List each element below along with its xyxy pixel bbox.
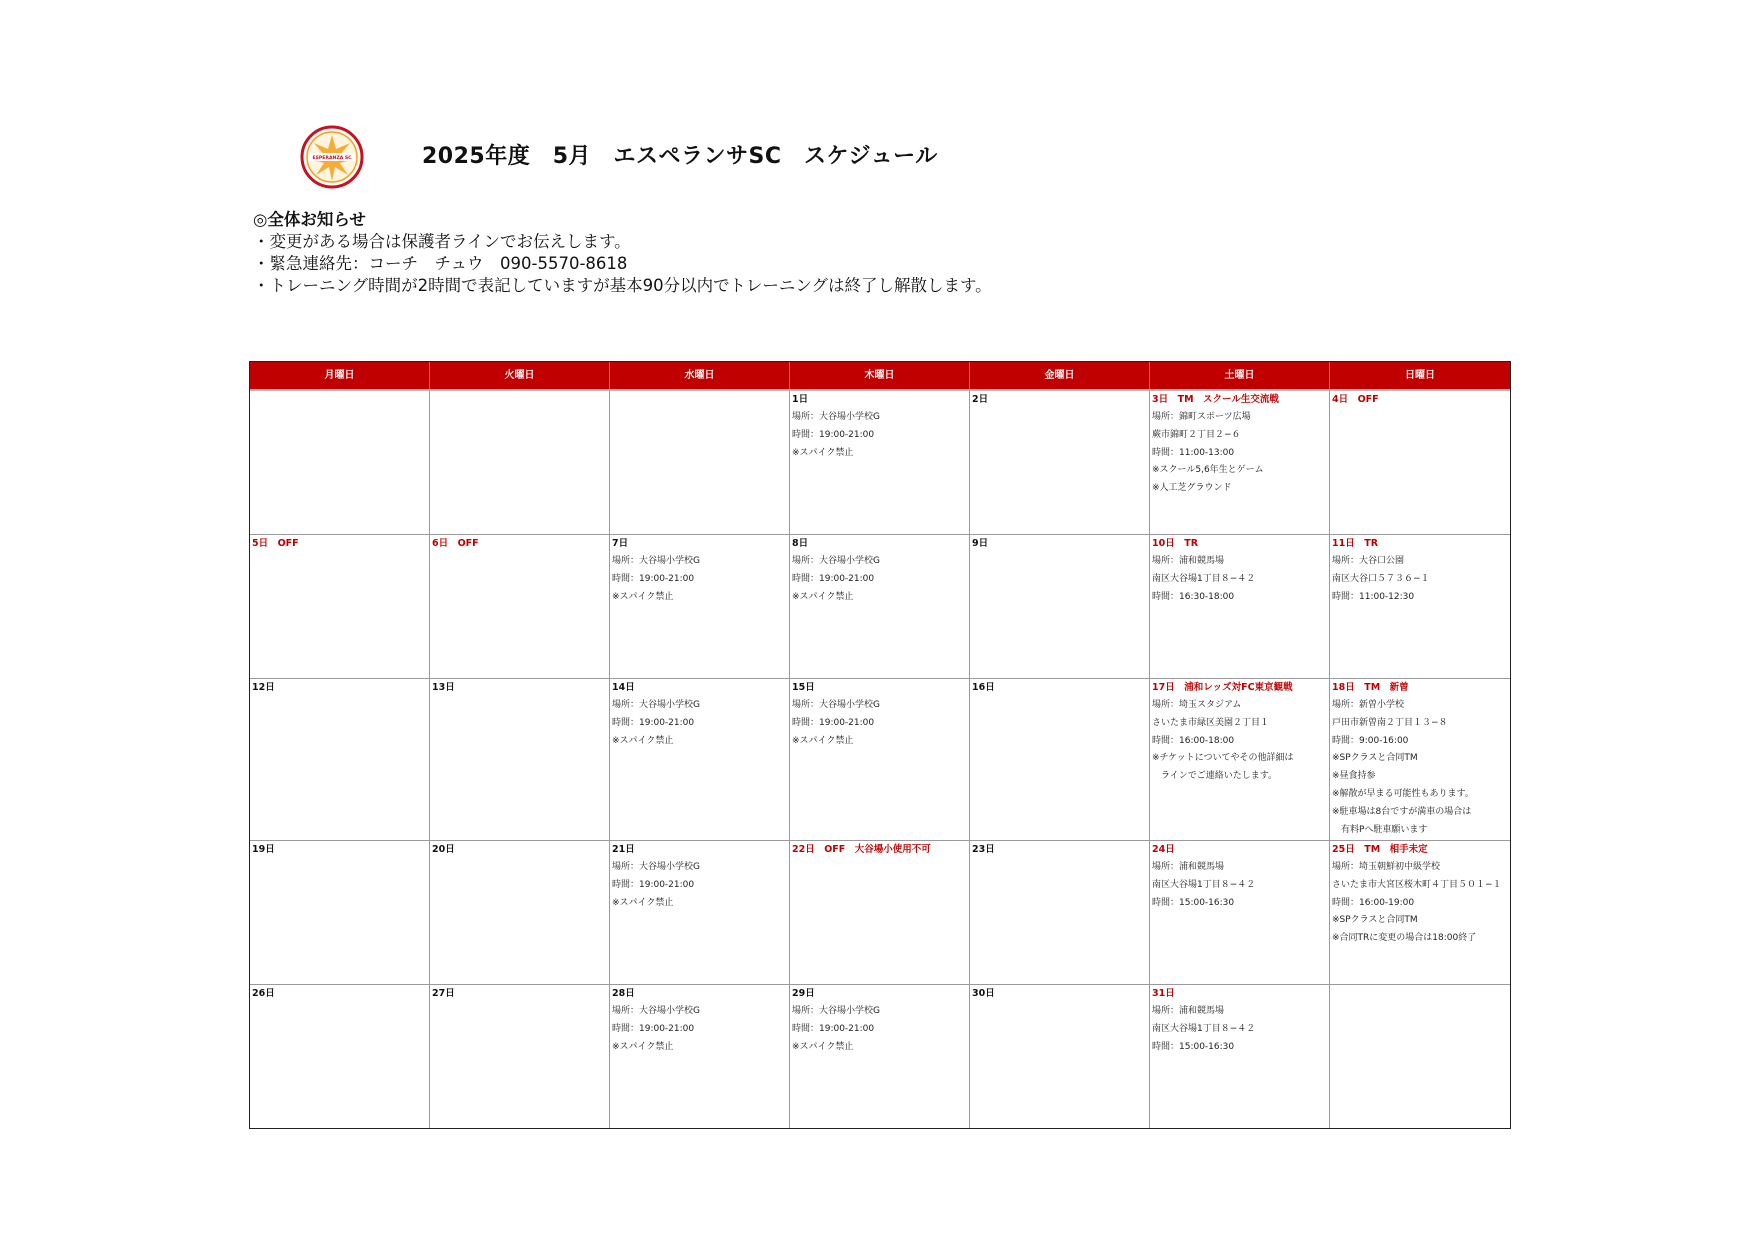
calendar-day-cell: [790, 679, 970, 840]
page-title: 2025年度 5月 エスペランサSC スケジュール: [422, 144, 938, 169]
event-detail-line: ※合同TRに変更の場合は18:00終了: [1332, 933, 1477, 944]
event-detail-line: ※SPクラスと合同TM: [1332, 753, 1418, 764]
event-detail-line: 時間：16:00-19:00: [1332, 897, 1415, 908]
day-label: 16日: [972, 682, 995, 693]
event-detail-line: ※チケットについてやその他詳細は: [1152, 753, 1294, 764]
calendar-day-cell: [250, 841, 430, 984]
day-label: 14日: [612, 682, 635, 693]
calendar-day-cell: [1330, 535, 1510, 678]
calendar-day-cell: [610, 985, 790, 1128]
day-label: 2日: [972, 394, 989, 405]
logo-text: ESPERANZA SC: [312, 156, 352, 161]
event-detail-line: ※解散が早まる可能性もあります。: [1332, 788, 1474, 799]
schedule-calendar: [249, 361, 1511, 1129]
calendar-day-cell: [970, 679, 1150, 840]
day-label: 17日 浦和レッズ対FC東京観戦: [1152, 682, 1293, 693]
day-label: 30日: [972, 988, 995, 999]
calendar-day-cell: [1330, 391, 1510, 534]
calendar-week-row: [250, 984, 1510, 1128]
calendar-week-row: [250, 840, 1510, 984]
event-detail-line: 時間：19:00-21:00: [612, 717, 695, 728]
weekday-header-cell: 日曜日: [1405, 370, 1435, 381]
event-detail-line: 場所：大谷場小学校G: [792, 556, 880, 566]
day-label: 15日: [792, 682, 815, 693]
day-label: [252, 393, 427, 409]
event-detail-line: 場所：新曽小学校: [1332, 700, 1405, 710]
event-detail-line: 時間：11:00-12:30: [1332, 591, 1415, 602]
event-detail-line: ラインでご連絡いたします。: [1152, 771, 1278, 782]
event-detail-line: 時間：19:00-21:00: [792, 429, 875, 440]
notice-line: ・変更がある場合は保護者ラインでお伝えします。: [253, 232, 631, 251]
day-label: 19日: [252, 844, 275, 855]
calendar-day-cell: [1330, 841, 1510, 984]
day-label: [432, 393, 607, 409]
calendar-day-cell: [250, 985, 430, 1128]
day-label: 21日: [612, 844, 635, 855]
calendar-day-cell: [1150, 841, 1330, 984]
event-detail-line: ※SPクラスと合同TM: [1332, 915, 1418, 926]
event-detail-line: 場所：錦町スポーツ広場: [1152, 412, 1251, 422]
calendar-day-cell: [430, 841, 610, 984]
notice-heading: ◎全体お知らせ: [253, 210, 366, 229]
event-detail-line: 南区大谷場1丁目８−４２: [1152, 1023, 1256, 1034]
event-detail-line: 有料Pへ駐車願います: [1332, 824, 1428, 835]
notice-line: ・トレーニング時間が2時間で表記していますが基本90分以内でトレーニングは終了し解散します。: [253, 276, 992, 295]
calendar-day-cell: [250, 679, 430, 840]
calendar-day-cell: [1150, 391, 1330, 534]
day-label: 23日: [972, 844, 995, 855]
event-detail-line: ※昼食持参: [1332, 771, 1376, 782]
event-detail-line: 場所：大谷場小学校G: [792, 1006, 880, 1016]
event-detail-line: 南区大谷場1丁目８−４２: [1152, 879, 1256, 890]
event-detail-line: 時間：15:00-16:30: [1152, 1041, 1235, 1052]
calendar-day-cell: [790, 391, 970, 534]
event-detail-line: さいたま市緑区美園２丁目１: [1152, 717, 1270, 728]
event-detail-line: 場所：大谷口公園: [1332, 556, 1405, 566]
calendar-day-cell: [1330, 985, 1510, 1128]
calendar-day-cell: [610, 841, 790, 984]
calendar-day-cell: [970, 535, 1150, 678]
calendar-week-row: [250, 391, 1510, 534]
event-detail-line: ※スパイク禁止: [792, 735, 854, 746]
event-detail-line: さいたま市大宮区桜木町４丁目５０１−１: [1332, 879, 1502, 890]
day-label: 7日: [612, 538, 629, 549]
logo-svg: [300, 125, 364, 189]
day-label: 4日 OFF: [1332, 394, 1379, 405]
calendar-day-cell: [790, 841, 970, 984]
event-detail-line: 場所：埼玉朝鮮初中級学校: [1332, 862, 1441, 872]
day-label: 29日: [792, 988, 815, 999]
event-detail-line: 時間：19:00-21:00: [792, 1023, 875, 1034]
event-detail-line: ※スパイク禁止: [612, 1041, 674, 1052]
weekday-header-cell: 土曜日: [1150, 362, 1330, 389]
day-label: [1332, 987, 1508, 1003]
day-label: 22日 OFF 大谷場小使用不可: [792, 844, 931, 855]
calendar-day-cell: [610, 679, 790, 840]
calendar-day-cell: [1150, 985, 1330, 1128]
day-label: 20日: [432, 844, 455, 855]
calendar-day-cell: [1150, 679, 1330, 840]
event-detail-line: ※人工芝グラウンド: [1152, 483, 1232, 494]
event-detail-line: 場所：大谷場小学校G: [612, 1006, 700, 1016]
calendar-day-cell: [430, 391, 610, 534]
event-detail-line: 場所：浦和競馬場: [1152, 862, 1225, 872]
event-detail-line: 時間：16:00-18:00: [1152, 735, 1235, 746]
weekday-header-cell: 月曜日: [250, 362, 430, 389]
event-detail-line: 蕨市錦町２丁目２−６: [1152, 429, 1241, 440]
event-detail-line: ※スパイク禁止: [612, 897, 674, 908]
day-label: 1日: [792, 394, 809, 405]
calendar-day-cell: [1330, 679, 1510, 840]
day-label: 10日 TR: [1152, 538, 1199, 549]
event-detail-line: ※スクール5,6年生とゲーム: [1152, 465, 1264, 476]
calendar-day-cell: [790, 535, 970, 678]
calendar-day-cell: [610, 535, 790, 678]
day-label: 13日: [432, 682, 455, 693]
event-detail-line: 時間：19:00-21:00: [612, 573, 695, 584]
day-label: 18日 TM 新曽: [1332, 682, 1409, 693]
weekday-header-cell: 金曜日: [970, 362, 1150, 389]
calendar-day-cell: [250, 391, 430, 534]
event-detail-line: 南区大谷場1丁目８−４２: [1152, 573, 1256, 584]
day-label: 5日 OFF: [252, 538, 299, 549]
calendar-day-cell: [430, 535, 610, 678]
notice-line: ・緊急連絡先：コーチ チュウ 090-5570-8618: [253, 254, 628, 273]
calendar-day-cell: [250, 535, 430, 678]
event-detail-line: 時間：9:00-16:00: [1332, 735, 1409, 746]
day-label: 31日: [1152, 988, 1175, 999]
calendar-day-cell: [790, 985, 970, 1128]
calendar-body: [250, 391, 1510, 1128]
event-detail-line: 時間：16:30-18:00: [1152, 591, 1235, 602]
day-label: 24日: [1152, 844, 1175, 855]
event-detail-line: ※スパイク禁止: [612, 591, 674, 602]
event-detail-line: 場所：大谷場小学校G: [612, 700, 700, 710]
calendar-day-cell: [430, 679, 610, 840]
day-label: 9日: [972, 538, 989, 549]
day-label: 3日 TM スクール生交流戦: [1152, 394, 1279, 405]
calendar-day-cell: [1150, 535, 1330, 678]
event-detail-line: ※駐車場は8台ですが満車の場合は: [1332, 806, 1472, 817]
event-detail-line: 場所：大谷場小学校G: [612, 862, 700, 872]
calendar-day-cell: [970, 841, 1150, 984]
weekday-header-cell: 木曜日: [790, 362, 970, 389]
event-detail-line: 場所：埼玉スタジアム: [1152, 700, 1242, 710]
event-detail-line: 時間：15:00-16:30: [1152, 897, 1235, 908]
event-detail-line: 場所：大谷場小学校G: [612, 556, 700, 566]
calendar-day-cell: [430, 985, 610, 1128]
event-detail-line: 南区大谷口５７３６−１: [1332, 573, 1430, 584]
event-detail-line: 場所：大谷場小学校G: [792, 700, 880, 710]
general-notice: [253, 209, 992, 297]
day-label: 27日: [432, 988, 455, 999]
day-label: 25日 TM 相手未定: [1332, 844, 1428, 855]
event-detail-line: ※スパイク禁止: [792, 591, 854, 602]
esperanza-sc-logo-icon: [300, 125, 364, 189]
event-detail-line: 場所：浦和競馬場: [1152, 1006, 1225, 1016]
event-detail-line: 時間：19:00-21:00: [792, 717, 875, 728]
day-label: 8日: [792, 538, 809, 549]
event-detail-line: 時間：19:00-21:00: [612, 1023, 695, 1034]
weekday-header-cell: 火曜日: [430, 362, 610, 389]
day-label: 28日: [612, 988, 635, 999]
weekday-header-cell: 水曜日: [610, 362, 790, 389]
calendar-day-cell: [970, 985, 1150, 1128]
event-detail-line: 時間：19:00-21:00: [612, 879, 695, 890]
event-detail-line: 時間：19:00-21:00: [792, 573, 875, 584]
event-detail-line: ※スパイク禁止: [792, 447, 854, 458]
calendar-day-cell: [610, 391, 790, 534]
calendar-day-cell: [970, 391, 1150, 534]
day-label: 26日: [252, 988, 275, 999]
event-detail-line: 時間：11:00-13:00: [1152, 447, 1235, 458]
event-detail-line: ※スパイク禁止: [792, 1041, 854, 1052]
calendar-week-row: [250, 678, 1510, 840]
weekday-header-row: [250, 362, 1510, 391]
event-detail-line: 場所：浦和競馬場: [1152, 556, 1225, 566]
day-label: 11日 TR: [1332, 538, 1379, 549]
event-detail-line: 場所：大谷場小学校G: [792, 412, 880, 422]
calendar-week-row: [250, 534, 1510, 678]
day-label: [612, 393, 787, 409]
day-label: 12日: [252, 682, 275, 693]
day-label: 6日 OFF: [432, 538, 479, 549]
event-detail-line: 戸田市新曽南２丁目１３−８: [1332, 717, 1448, 728]
event-detail-line: ※スパイク禁止: [612, 735, 674, 746]
